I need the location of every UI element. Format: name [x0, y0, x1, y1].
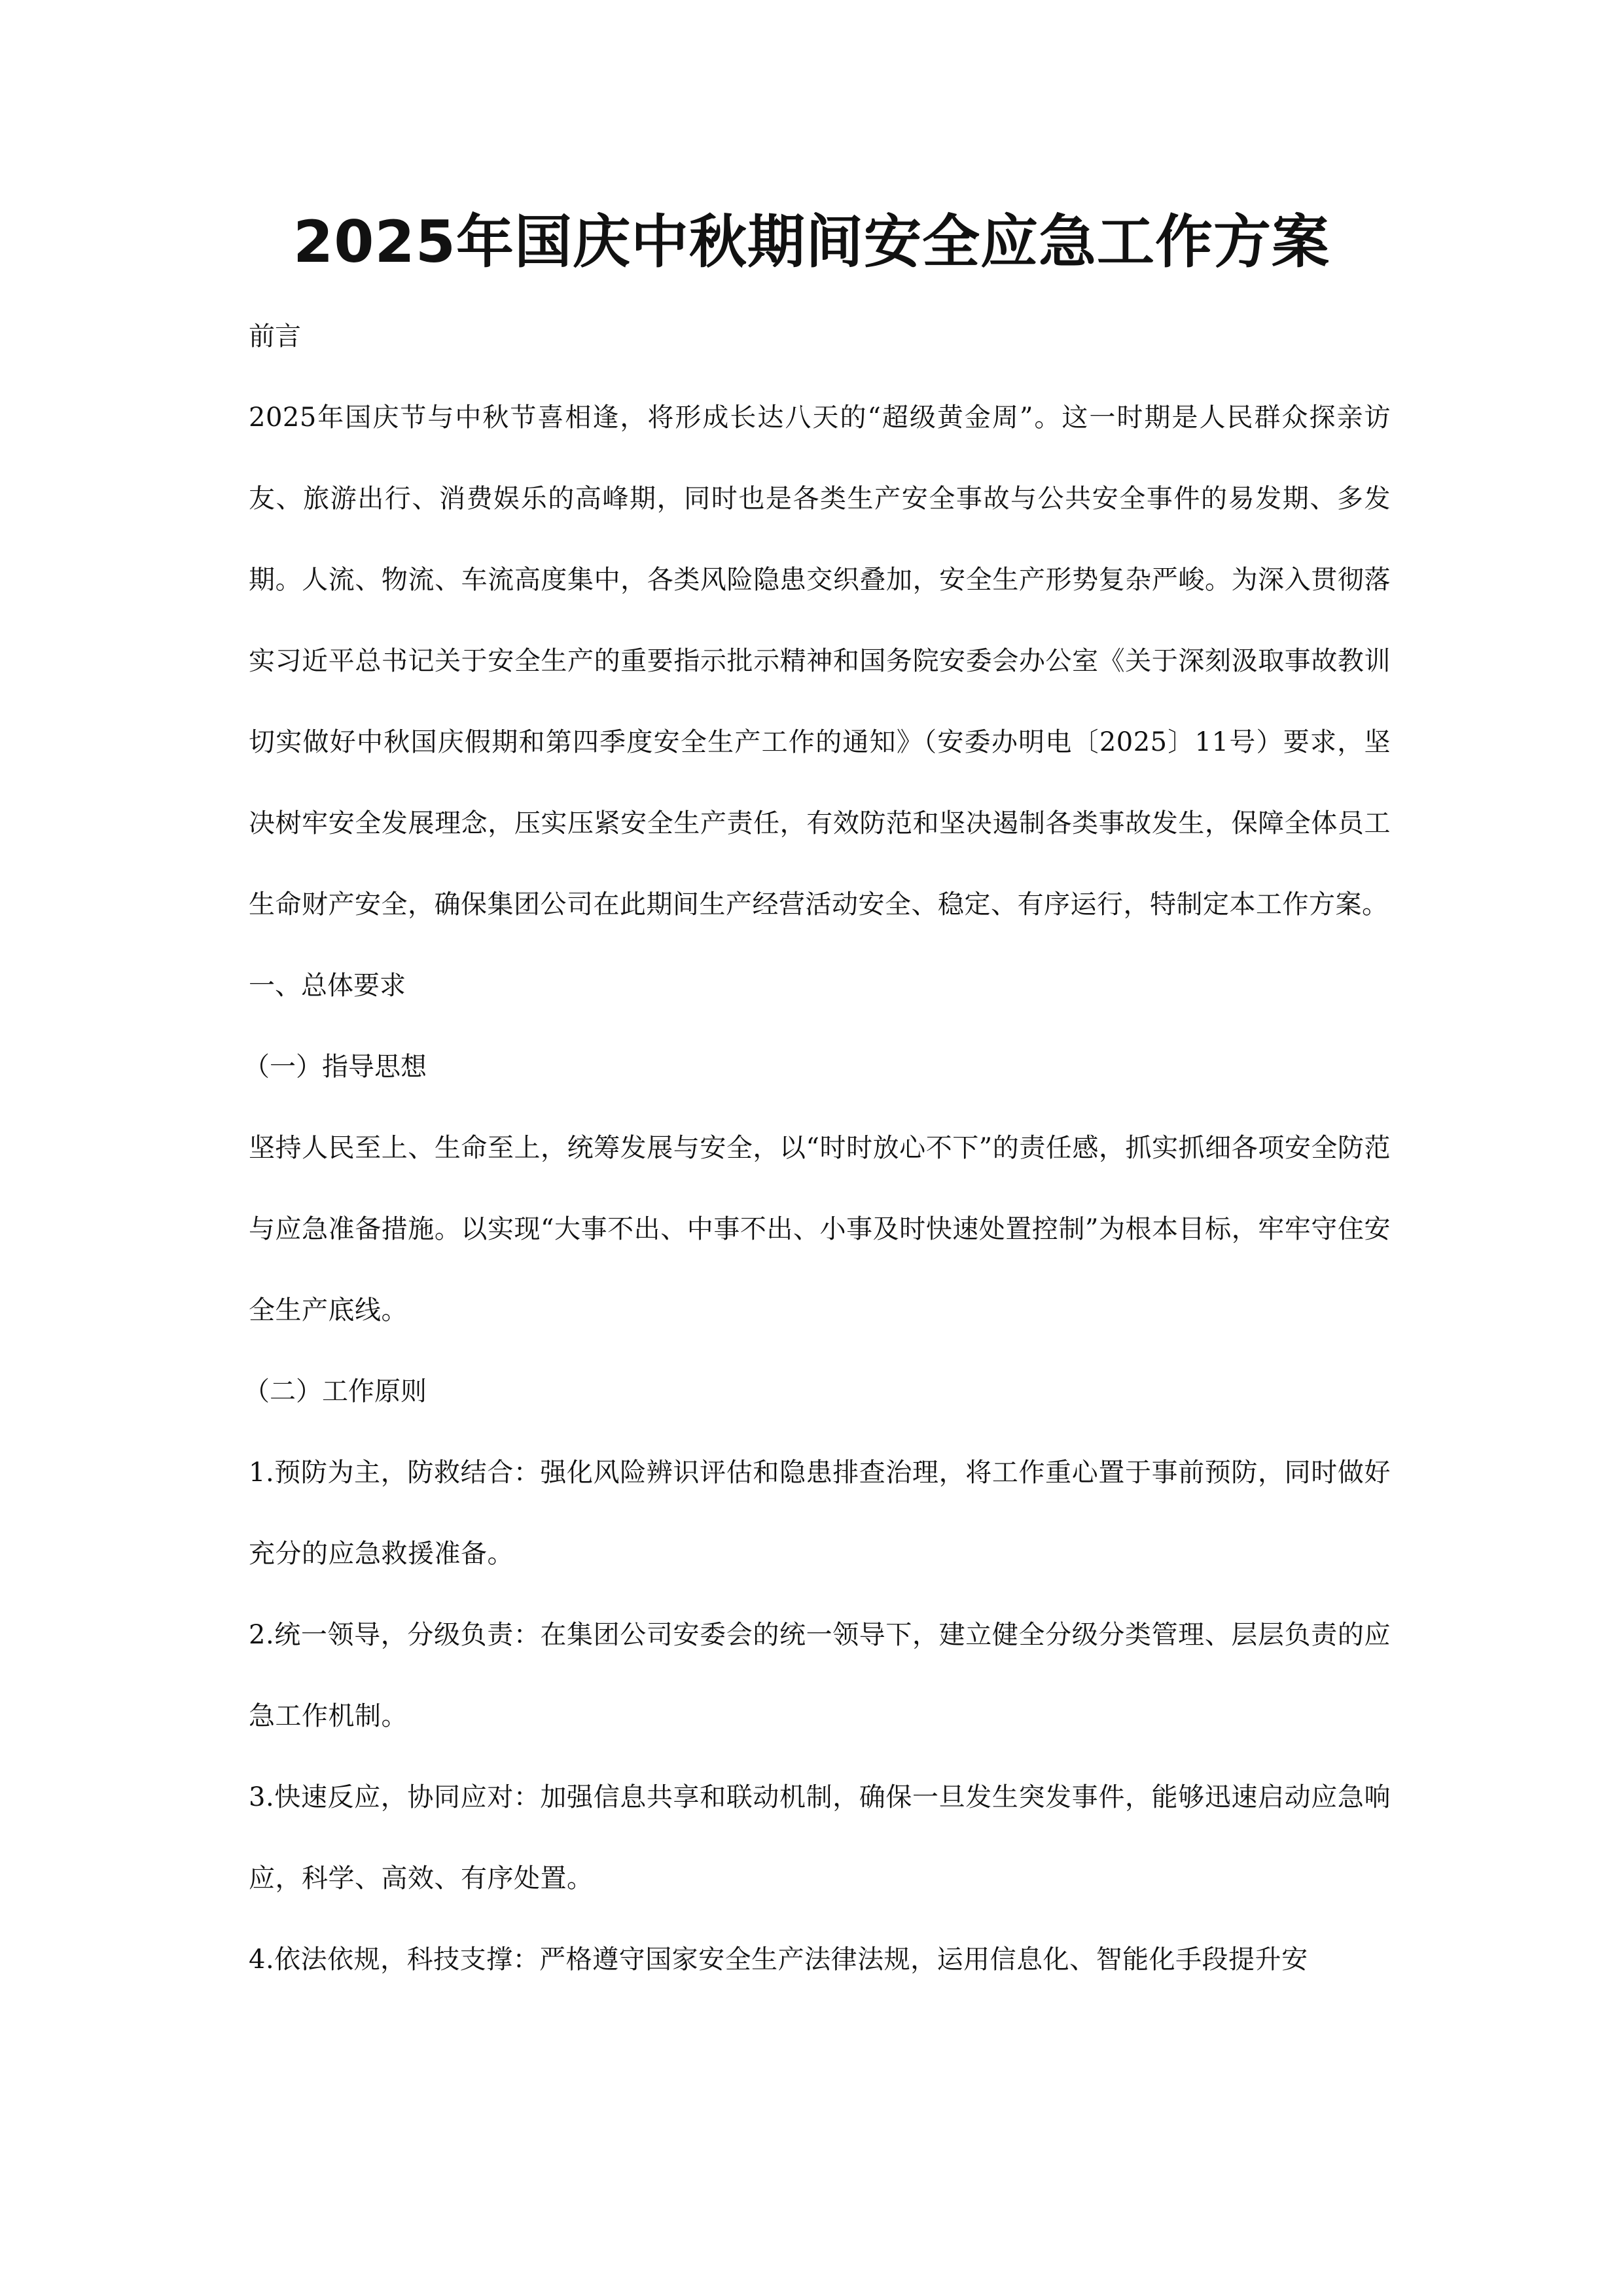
section-heading-general-requirements: 一、总体要求: [249, 971, 406, 1001]
principle-paragraph-3: 3.快速反应，协同应对：加强信息共享和联动机制，确保一旦发生突发事件，能够迅速启动应急响应，科学、高效、有序处置。: [249, 1782, 1391, 1893]
preface-paragraph: 2025年国庆节与中秋节喜相逢，将形成长达八天的“超级黄金周”。这一时期是人民群众探亲访友、旅游出行、消费娱乐的高峰期，同时也是各类生产安全事故与公共安全事件的易发期、多发期。人流、物流、车流高度集中，各类风险隐患交织叠加，安全生产形势复杂严峻。为深入贯彻落实习近平总书记关于安全生产的重要指示批示精神和国务院安委会办公室《关于深刻汲取事故教训切实做好中秋国庆假期和第四季度安全生产工作的通知》（安委办明电〔2025〕11号）要求，坚决树牢安全发展理念，压实压紧安全生产责任，有效防范和坚决遏制各类事故发生，保障全体员工生命财产安全，确保集团公司在此期间生产经营活动安全、稳定、有序运行，特制定本工作方案。: [249, 403, 1391, 920]
principle-paragraph-4: 4.依法依规，科技支撑：严格遵守国家安全生产法律法规，运用信息化、智能化手段提升安: [249, 1945, 1308, 1975]
guiding-ideology-paragraph: 坚持人民至上、生命至上，统筹发展与安全，以“时时放心不下”的责任感，抓实抓细各项安全防范与应急准备措施。以实现“大事不出、中事不出、小事及时快速处置控制”为根本目标，牢牢守住安全生产底线。: [249, 1133, 1391, 1325]
preface-heading: 前言: [249, 321, 301, 351]
subsection-heading-work-principles: （二）工作原则: [243, 1376, 427, 1407]
subsection-heading-guiding-ideology: （一）指导思想: [243, 1052, 427, 1082]
principle-paragraph-2: 2.统一领导，分级负责：在集团公司安委会的统一领导下，建立健全分级分类管理、层层负责的应急工作机制。: [249, 1620, 1391, 1731]
document-title: 2025年国庆中秋期间安全应急工作方案: [293, 208, 1330, 276]
principle-paragraph-1: 1.预防为主，防救结合：强化风险辨识评估和隐患排查治理，将工作重心置于事前预防，同时做好充分的应急救援准备。: [249, 1458, 1391, 1569]
document-body: [243, 296, 1391, 2000]
